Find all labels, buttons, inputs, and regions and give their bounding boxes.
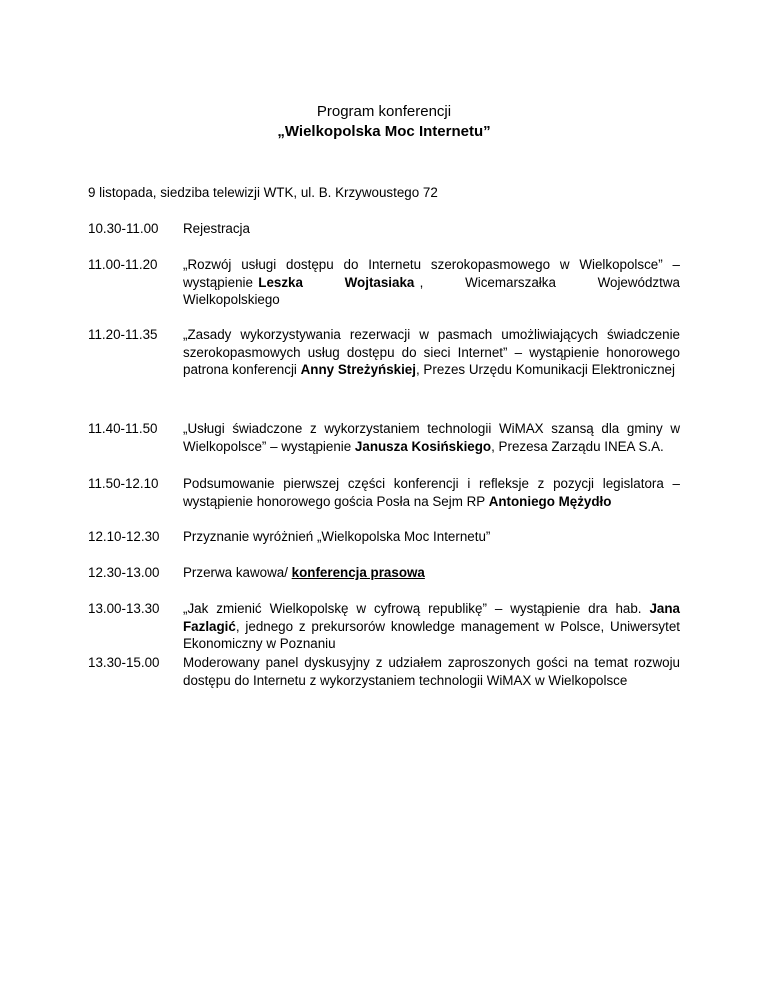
description-text: „Jak zmienić Wielkopolskę w cyfrową republikę” – wystąpienie dra hab.	[183, 601, 650, 616]
conference-name: „Wielkopolska Moc Internetu”	[277, 123, 491, 140]
description-text: „Rozwój usługi dostępu do Internetu szerokopasmowego w Wielkopolsce” –	[183, 257, 680, 272]
schedule-time: 11.20-11.35	[88, 327, 158, 342]
schedule-time: 12.30-13.00	[88, 565, 160, 580]
schedule-time: 13.30-15.00	[88, 655, 160, 670]
schedule-description	[183, 654, 680, 689]
speaker-name: Antoniego Mężydło	[488, 493, 612, 509]
schedule-description	[183, 475, 680, 510]
description-text: Przyznanie wyróżnień „Wielkopolska Moc Internetu”	[183, 529, 491, 544]
schedule-time: 11.50-12.10	[88, 476, 159, 491]
speaker-name: Jana Fazlagić	[183, 601, 680, 634]
description-text: Moderowany panel dyskusyjny z udziałem zaproszonych gości na temat rozwoju dostępu do Internetu z wykorzystaniem technologii WiMAX w Wielkopolsce	[183, 655, 680, 688]
schedule-time: 11.00-11.20	[88, 257, 158, 272]
description-text: Rejestracja	[183, 221, 250, 236]
press-conference-label: konferencja prasowa	[291, 565, 425, 580]
speaker-name: Anny Streżyńskiej	[300, 362, 416, 377]
description-text: , Prezes Urzędu Komunikacji Elektronicznej	[415, 362, 675, 377]
schedule-description	[183, 220, 680, 238]
schedule-time: 10.30-11.00	[88, 221, 159, 236]
document-title: Program konferencji	[316, 103, 452, 120]
description-text: , Wicemarszałka Województwa	[419, 274, 680, 290]
schedule-time: 11.40-11.50	[88, 421, 158, 436]
description-text: „Zasady wykorzystywania rezerwacji w pasmach umożliwiających świadczenie szerokopasmowych usług dostępu do sieci Internet” – wystąpienie honorowego patrona konferencji	[183, 327, 680, 377]
description-text: Wielkopolskiego	[183, 292, 280, 307]
description-text: „Usługi świadczone z wykorzystaniem technologii WiMAX szansą dla gminy w Wielkopolsce” – wystąpienie	[183, 421, 680, 454]
title-block	[0, 102, 768, 142]
speaker-name: Leszka Wojtasiaka	[258, 274, 415, 290]
schedule-description	[183, 564, 680, 582]
description-text: Przerwa kawowa/	[183, 565, 292, 580]
date-location: 9 listopada, siedziba telewizji WTK, ul. B. Krzywoustego 72	[88, 185, 438, 200]
description-text: , jednego z prekursorów knowledge management w Polsce, Uniwersytet Ekonomiczny w Poznaniu	[183, 618, 680, 651]
schedule-description	[183, 326, 680, 379]
description-text: , Prezesa Zarządu INEA S.A.	[491, 438, 664, 454]
schedule-time: 12.10-12.30	[88, 529, 160, 544]
schedule-description	[183, 420, 680, 455]
speaker-name: Janusza Kosińskiego	[354, 438, 492, 454]
schedule-description	[183, 528, 680, 546]
description-text: wystąpienie	[183, 274, 253, 290]
schedule-description	[183, 256, 680, 309]
description-text: Podsumowanie pierwszej części konferencji i refleksje z pozycji legislatora – wystąpienie honorowego gościa Posła na Sejm RP	[183, 476, 680, 509]
schedule-time: 13.00-13.30	[88, 601, 160, 616]
description-line	[183, 274, 680, 292]
schedule-description	[183, 600, 680, 653]
